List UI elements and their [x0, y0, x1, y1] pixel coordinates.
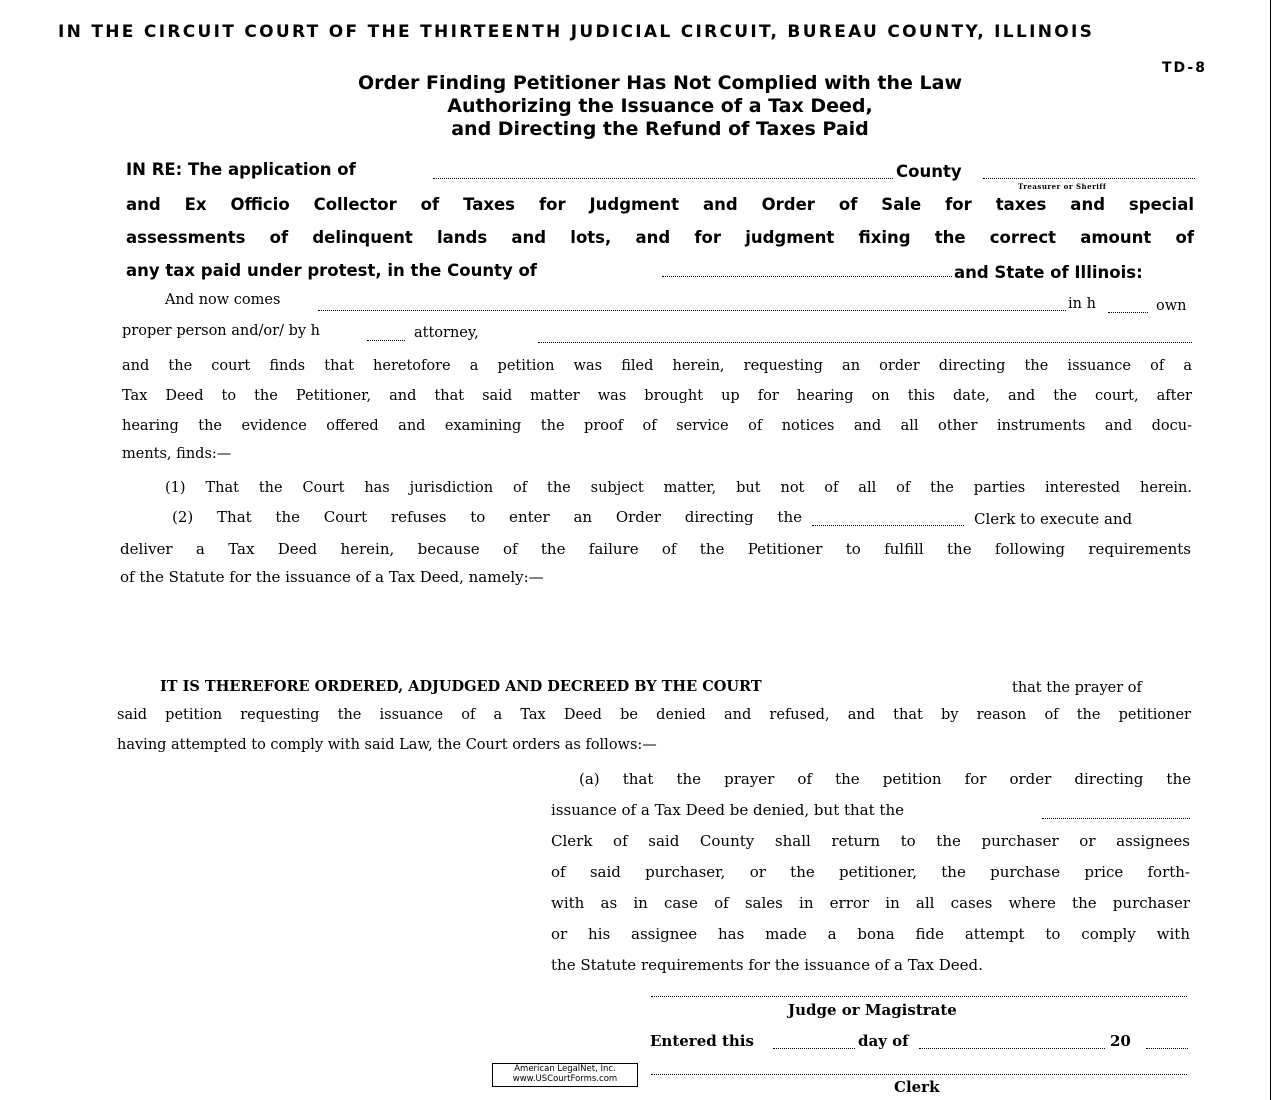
judge-signature-line[interactable]	[651, 996, 1187, 997]
findings-line-1: and the court finds that heretofore a petition was filed herein, requesting an order directing the issuance of a	[122, 358, 1192, 374]
county-name-field[interactable]	[662, 262, 952, 277]
findings-line-3: hearing the evidence offered and examining the proof of service of notices and all other instruments and docu-	[122, 418, 1192, 434]
page-edge-line	[1270, 0, 1271, 1100]
court-header: IN THE CIRCUIT COURT OF THE THIRTEENTH JUDICIAL CIRCUIT, BUREAU COUNTY, ILLINOIS	[58, 22, 1095, 42]
own-label: own	[1156, 298, 1187, 314]
form-code: TD-8	[1162, 60, 1207, 76]
order-line-3: having attempted to comply with said Law, the Court orders as follows:—	[117, 737, 657, 753]
order-line-1-tail: that the prayer of	[1012, 680, 1142, 696]
order-a-line-1: (a) that the prayer of the petition for order directing the	[579, 770, 1191, 788]
county-label: County	[896, 162, 962, 181]
clerk-type-field-1[interactable]	[812, 511, 964, 526]
treasurer-field[interactable]	[983, 164, 1195, 179]
entered-year-field[interactable]	[1146, 1034, 1188, 1049]
day-of-label: day of	[858, 1032, 909, 1050]
entered-month-field[interactable]	[919, 1034, 1105, 1049]
attorney-name-field[interactable]	[538, 328, 1192, 343]
finding-item-2-line-2: deliver a Tax Deed herein, because of the failure of the Petitioner to fulfill the following requirements	[120, 540, 1191, 558]
in-re-label: IN RE: The application of	[126, 160, 356, 179]
title-line-1: Order Finding Petitioner Has Not Complied with the Law	[357, 72, 963, 94]
and-now-comes: And now comes	[165, 292, 281, 308]
in-h-label: in h	[1068, 296, 1096, 312]
treasurer-note: Treasurer or Sheriff	[1018, 182, 1107, 191]
proper-person-label: proper person and/or/ by h	[122, 323, 320, 339]
title-line-2: Authorizing the Issuance of a Tax Deed,	[447, 95, 873, 117]
stamp-line-2: www.USCourtForms.com	[512, 1074, 618, 1084]
in-re-line-4: any tax paid under protest, in the County of	[126, 261, 537, 280]
order-a-line-3: Clerk of said County shall return to the purchaser or assignees	[551, 832, 1190, 850]
entered-this-label: Entered this	[650, 1032, 754, 1050]
year-prefix: 20	[1110, 1032, 1131, 1050]
order-a-line-5: with as in case of sales in error in all cases where the purchaser	[551, 894, 1190, 912]
in-re-line-3: assessments of delinquent lands and lots, and for judgment fixing the correct amount of	[126, 228, 1194, 247]
clerk-execute-label: Clerk to execute and	[974, 510, 1133, 528]
finding-item-2: (2) That the Court refuses to enter an Order directing the	[172, 508, 802, 526]
findings-line-4: ments, finds:—	[122, 446, 232, 462]
judge-label: Judge or Magistrate	[788, 1001, 957, 1019]
applicant-name-field[interactable]	[433, 164, 893, 179]
pronoun-field-2[interactable]	[367, 326, 405, 341]
stamp-line-1: American LegalNet, Inc.	[514, 1064, 616, 1074]
order-a-line-2: issuance of a Tax Deed be denied, but that the	[551, 801, 904, 819]
order-a-line-7: the Statute requirements for the issuance of a Tax Deed.	[551, 956, 983, 974]
clerk-label: Clerk	[894, 1078, 940, 1096]
entered-day-field[interactable]	[773, 1034, 855, 1049]
order-a-line-6: or his assignee has made a bona fide attempt to comply with	[551, 925, 1190, 943]
pronoun-field-1[interactable]	[1108, 298, 1148, 313]
order-heading: IT IS THEREFORE ORDERED, ADJUDGED AND DECREED BY THE COURT	[160, 678, 762, 695]
state-label: and State of Illinois:	[954, 263, 1143, 282]
order-line-2: said petition requesting the issuance of a Tax Deed be denied and refused, and that by reason of the petitioner	[117, 707, 1191, 723]
publisher-stamp	[492, 1063, 638, 1087]
clerk-signature-line[interactable]	[651, 1074, 1187, 1075]
attorney-label: attorney,	[414, 325, 479, 341]
clerk-type-field-2[interactable]	[1042, 804, 1190, 819]
petitioner-name-field[interactable]	[318, 296, 1066, 311]
findings-line-2: Tax Deed to the Petitioner, and that said matter was brought up for hearing on this date, and the court, after	[122, 388, 1192, 404]
order-a-line-4: of said purchaser, or the petitioner, the purchase price forth-	[551, 863, 1190, 881]
finding-item-1: (1) That the Court has jurisdiction of the subject matter, but not of all of the parties interested herein.	[165, 480, 1192, 496]
finding-item-2-line-3: of the Statute for the issuance of a Tax Deed, namely:—	[120, 568, 544, 586]
in-re-line-2: and Ex Officio Collector of Taxes for Judgment and Order of Sale for taxes and special	[126, 195, 1194, 214]
title-line-3: and Directing the Refund of Taxes Paid	[451, 118, 869, 140]
